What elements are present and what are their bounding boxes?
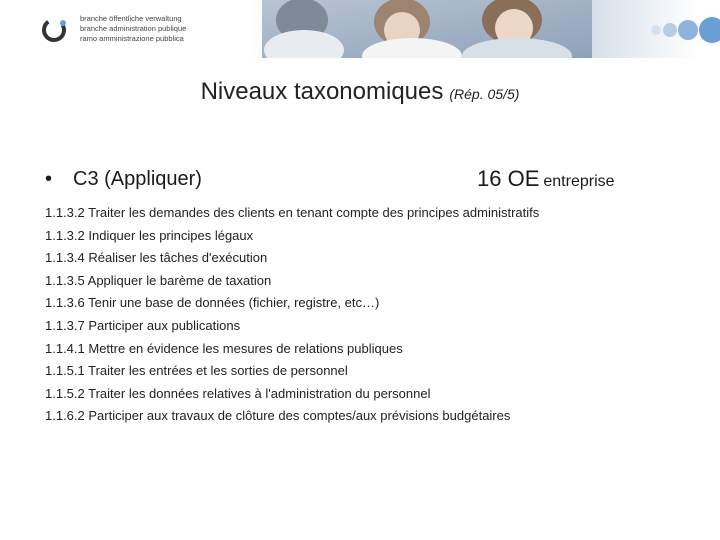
title-main: Niveaux taxonomiques [200, 78, 444, 105]
ring-logo-icon [40, 16, 68, 44]
list-item: 1.1.5.2 Traiter les données relatives à l'administration du personnel [45, 385, 431, 401]
list-item: 1.1.3.7 Participer aux publications [45, 317, 241, 333]
list-item: 1.1.3.6 Tenir une base de données (fichier, registre, etc…) [45, 295, 380, 311]
list-item: 1.1.6.2 Participer aux travaux de clôture des comptes/aux prévisions budgétaires [45, 408, 511, 424]
level-label: C3 (Appliquer) [73, 168, 202, 190]
bullet-icon: • [45, 168, 53, 190]
bullet-heading [45, 168, 685, 198]
org-name-it: ramo amministrazione pubblica [80, 34, 184, 43]
decorative-dots [650, 10, 720, 50]
list-item: 1.1.5.1 Traiter les entrées et les sorties de personnel [45, 363, 348, 379]
list-item: 1.1.3.2 Indiquer les principes légaux [45, 227, 254, 243]
list-item: 1.1.3.4 Réaliser les tâches d'exécution [45, 250, 268, 266]
oe-count [477, 166, 615, 192]
list-item: 1.1.3.2 Traiter les demandes des clients en tenant compte des principes administratifs [45, 205, 540, 220]
oe-count-main: 16 OE [477, 166, 540, 191]
slide-title [0, 78, 720, 106]
header-banner [0, 0, 720, 58]
organization-names [80, 14, 186, 44]
list-item: 1.1.4.1 Mettre en évidence les mesures de relations publiques [45, 340, 403, 356]
title-subtitle: (Rép. 05/5) [449, 86, 520, 102]
org-name-fr: branche administration publique [80, 24, 187, 33]
oe-count-sub: entreprise [543, 173, 615, 190]
objectives-list [45, 202, 705, 428]
org-name-de: branche öffentliche verwaltung [80, 14, 182, 23]
list-item: 1.1.3.5 Appliquer le barème de taxation [45, 272, 272, 288]
header-photo [262, 0, 592, 58]
